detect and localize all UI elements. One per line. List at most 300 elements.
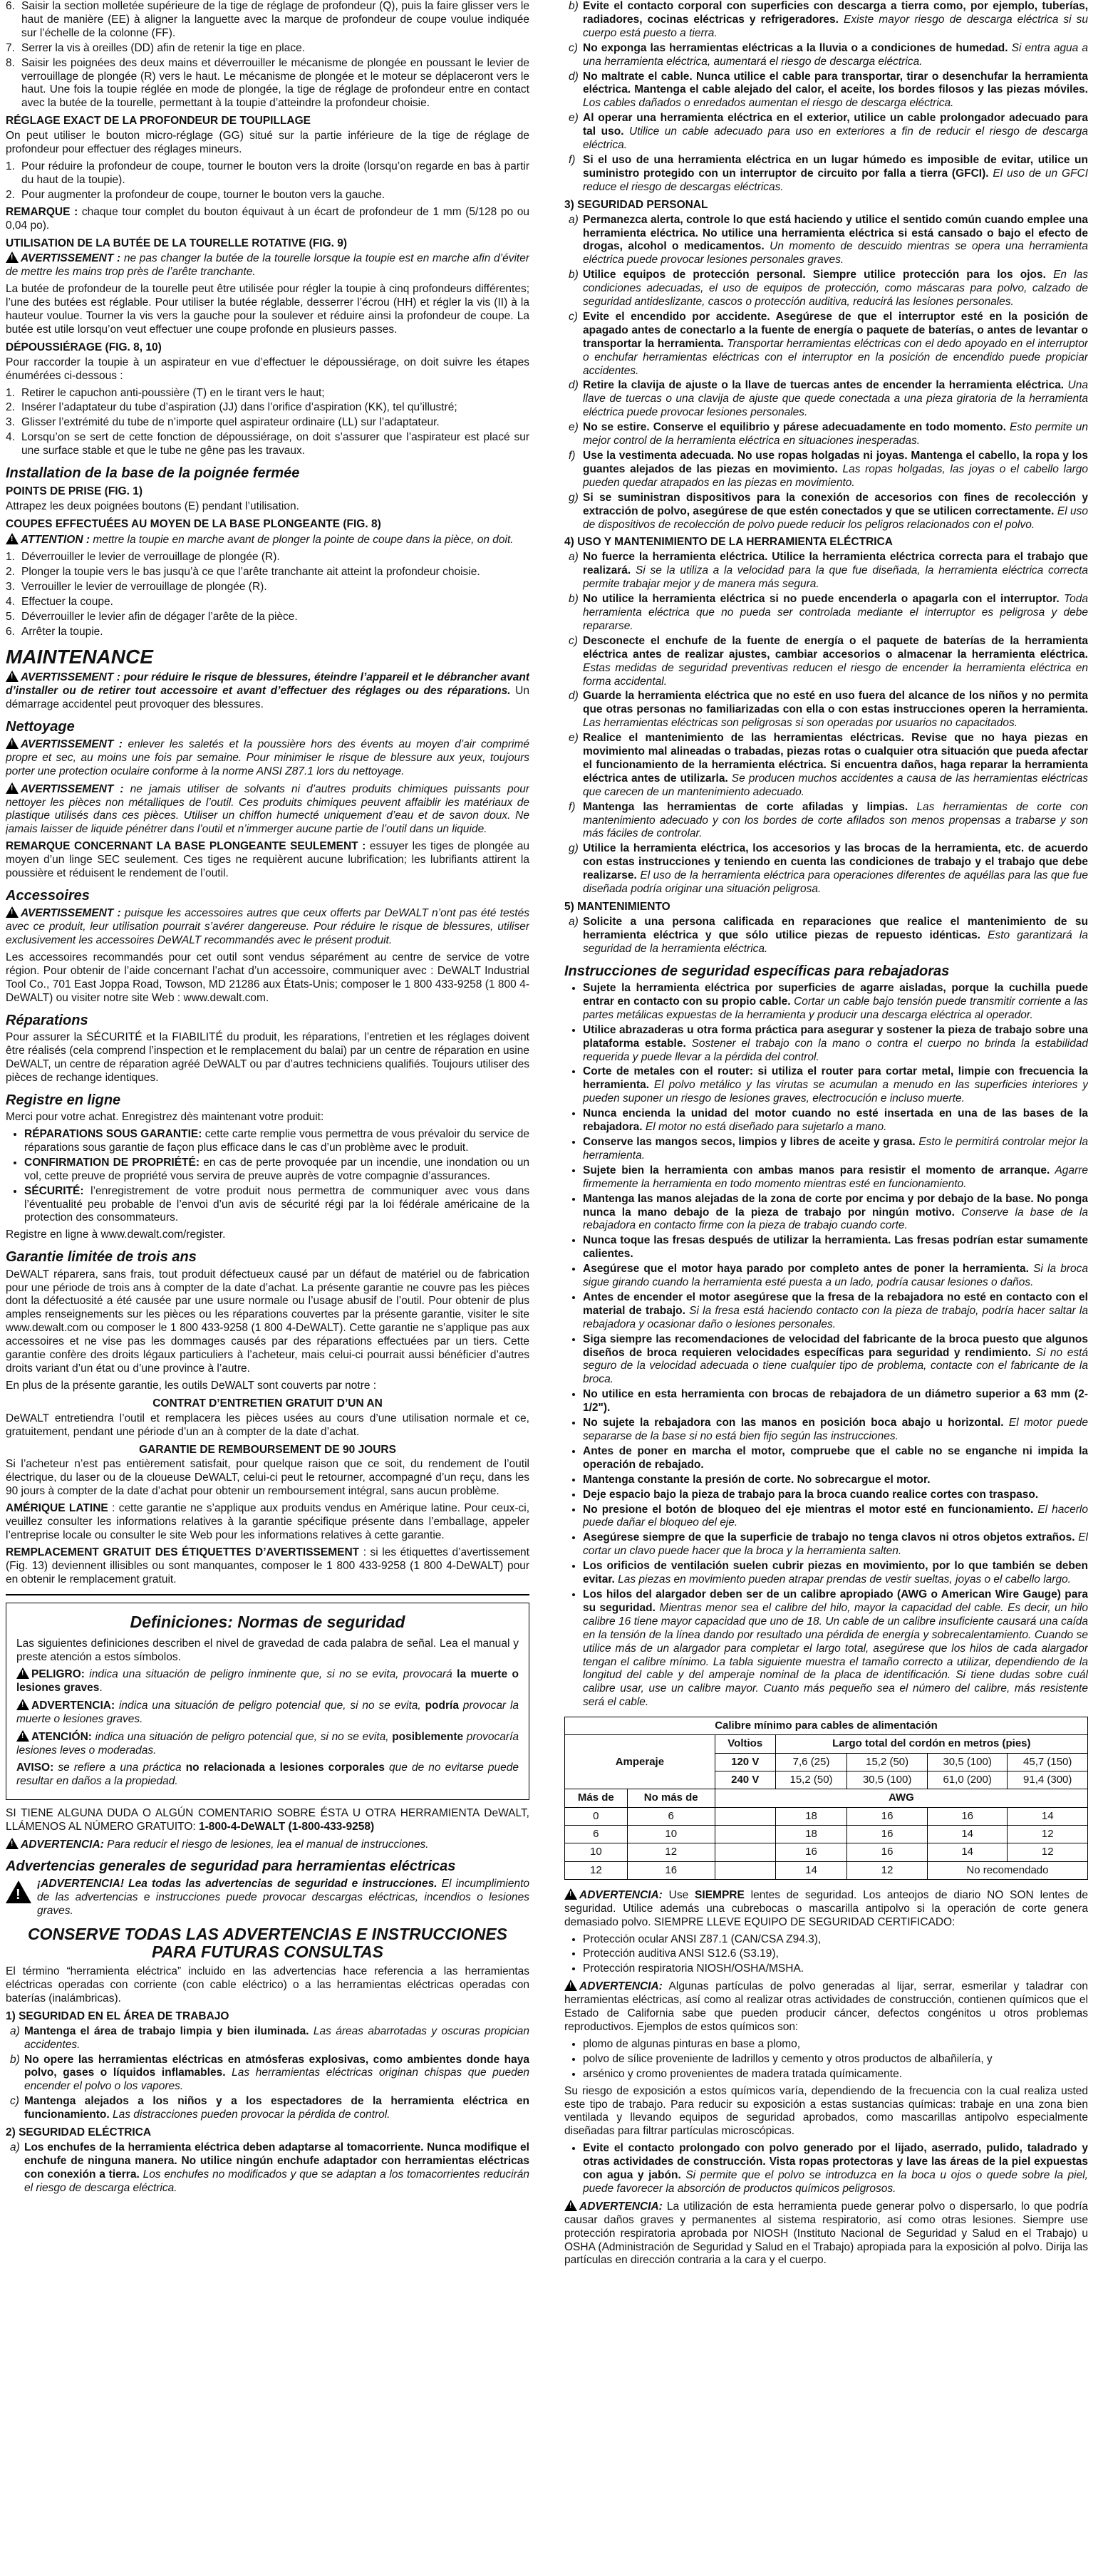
warning-label: AVERTISSEMENT :	[21, 738, 123, 750]
item-text: Si la broca sigue girando cuando la herramienta esté puesta a un lado, podría causar lesiones o daños.	[583, 1263, 1088, 1289]
table-row	[565, 1861, 1088, 1879]
item-bold: Sujete la herramienta eléctrica por superficies de agarre aisladas, porque la cuchilla puede entrar en contacto con su propio cable.	[583, 982, 1088, 1008]
item-text: El polvo metálico y las virutas se acumulan a menudo en las superficies interiores y pueden suponer un riesgo de lesiones graves, electrocución e incluso muerte.	[583, 1079, 1088, 1105]
table-cell: 14	[927, 1825, 1008, 1843]
list-item: • Protección auditiva ANSI S12.6 (S3.19),	[583, 1947, 1088, 1961]
registre-item	[24, 1128, 529, 1155]
step-text: Pour réduire la profondeur de coupe, tourner le bouton vers la droite (lorsqu’on regarde en bas à partir du haut de la toupie).	[21, 160, 529, 186]
especificas-item	[583, 1107, 1088, 1134]
especificas-item	[583, 1136, 1088, 1163]
remarque-base-label: REMARQUE CONCERNANT LA BASE PLONGEANTE SEULEMENT :	[6, 840, 366, 853]
maintenance-title: MAINTENANCE	[6, 645, 153, 668]
warning-icon	[6, 1881, 31, 1903]
step-text: Saisir les poignées des deux mains et déverrouiller le mécanisme de plongée en poussant le levier de verrouillage de plongée (R) vers le haut. Le mécanisme de plongée et le moteur se déplaceront vers le haut. Une fois la toupie réglée en mode de plongée, la tige de réglage de profondeur entre en contact avec la butée de la tourelle, permettant à la toupie d’atteindre la profondeur choisie.	[21, 56, 529, 110]
definition-tail: que de no evitarse puede resultar en daños a la propiedad.	[16, 1761, 519, 1787]
registre-item	[24, 1185, 529, 1226]
item-text: Los cables dañados o enredados aumentan el riesgo de descarga eléctrica.	[583, 97, 954, 110]
s3-item	[569, 421, 1088, 448]
item-marker: a)	[569, 213, 579, 226]
step-number: 1.	[6, 551, 15, 564]
definitions-title: Definiciones: Normas de seguridad	[130, 1612, 405, 1631]
remarque	[6, 206, 529, 233]
reparations-text: Pour assurer la SÉCURITÉ et la FIABILITÉ du produit, les réparations, l’entretien et les réglages doivent être réalisés (cela comprend l’inspection et le remplacement du balai) par un centre de réparation en usine DeWALT, un centre de réparation agréé DeWALT ou par d’autres techniciens qualifiés. Toujours utiliser des pièces de rechange identiques.	[6, 1031, 529, 1084]
item-text: Un momento de descuido mientras se opera una herramienta eléctrica puede provocar lesiones personales graves.	[583, 240, 1088, 267]
step-text: Glisser l’extrémité du tube de n’importe quel aspirateur ordinaire (LL) sur l’adaptateur.	[21, 416, 440, 429]
item-bold: No exponga las herramientas eléctricas a la lluvia o a condiciones de humedad.	[583, 41, 1008, 54]
table-cell: 45,7 (150)	[1008, 1753, 1088, 1771]
definition-text: indica una situación de peligro potencial que, si no se evita,	[115, 1700, 425, 1712]
list-item: • Protección ocular ANSI Z87.1 (CAN/CSA Z94.3),	[583, 1933, 1088, 1947]
table-cell: 14	[927, 1843, 1008, 1861]
s2-list	[6, 2141, 529, 2195]
warning-text-2: lentes de seguridad. Los anteojos de diario NO SON lentes de seguridad. Utilice además una cubrebocas o mascarilla antipolvo si la operación de corte genera demasiado polvo. SIEMPRE LLEVE EQUIPO DE SEGURIDAD CERTIFICADO:	[564, 1888, 1088, 1928]
table-cell: 12	[1008, 1825, 1088, 1843]
item-text: Si se la utiliza a la velocidad para la que fue diseñada, la herramienta eléctrica correcta permite trabajar mejor y de manera más segura.	[583, 564, 1088, 591]
advertencia-general-text	[37, 1878, 529, 1918]
s2-item	[569, 70, 1088, 111]
depous-step	[6, 416, 529, 430]
definition-label: AVISO:	[16, 1761, 54, 1774]
s4-item	[569, 593, 1088, 633]
item-text: Las áreas abarrotadas y oscuras propician accidentes.	[24, 2024, 529, 2051]
step-number: 2.	[6, 188, 15, 201]
item-marker: b)	[10, 2053, 20, 2066]
warning-label: AVERTISSEMENT :	[21, 782, 124, 795]
chemical-warning	[564, 1980, 1088, 2034]
table-cell: 30,5 (100)	[927, 1753, 1008, 1771]
warning-icon	[6, 671, 19, 682]
s2-item	[10, 2141, 529, 2195]
item-marker: b)	[569, 0, 579, 12]
s3-item	[569, 450, 1088, 490]
warning-text: ne jamais utiliser de solvants ni d’autres produits chimiques puissants pour nettoyer les pièces non métalliques de l’outil. Ces produits chimiques peuvent affaiblir les matériaux de plastique utilisés dans ces pièces. Utiliser un chiffon humecté uniquement d’eau et de savon doux. Ne jamais laisser de liquide pénétrer dans l’outil et n’immerger aucune partie de l’outil dans un liquide.	[6, 782, 529, 836]
coupes-steps	[6, 551, 529, 638]
table-cell: 12	[627, 1843, 715, 1861]
item-bold: Nunca toque las fresas después de utilizar la herramienta. Las fresas podrían estar sumamente calientes.	[583, 1234, 1088, 1261]
s3-item	[569, 379, 1088, 420]
item-marker: a)	[10, 2024, 20, 2037]
definition-tail: .	[99, 1682, 103, 1695]
item-text: Las distracciones pueden provocar la pérdida de control.	[109, 2109, 390, 2121]
item-marker: g)	[569, 842, 579, 855]
s4-item	[569, 800, 1088, 842]
definition-atencion	[16, 1730, 519, 1758]
warning-label: ADVERTENCIA:	[579, 2200, 663, 2213]
item-bold: Mantenga alejados a los niños y a los espectadores de la herramienta eléctrica en funcionamiento.	[24, 2095, 529, 2121]
chemical-list	[564, 2038, 1088, 2081]
top-steps-list	[6, 0, 529, 110]
item-marker: b)	[569, 593, 579, 606]
accessoires-title: Accessoires	[6, 887, 90, 904]
especificas-item	[583, 1024, 1088, 1065]
list-item	[583, 2142, 1088, 2196]
step-number: 1.	[6, 160, 15, 172]
s2-item	[569, 0, 1088, 41]
registre-item-text: l’enregistrement de votre produit nous permettra de communiquer avec vous dans l’éventualité peu probable de l’envoi d’un avis de sécurité régi par la loi fédérale américaine de la protection des consommateurs.	[24, 1184, 529, 1224]
item-bold: Utilice abrazaderas u otra forma práctica para asegurar y sostener la pieza de trabajo sobre una plataforma estable.	[583, 1023, 1088, 1050]
especificas-item	[583, 1263, 1088, 1290]
especificas-item	[583, 1560, 1088, 1587]
item-text: Transportar herramientas eléctricas con el dedo apoyado en el interruptor o enchufar herramientas eléctricas con el interruptor en la posición de encendido puede propiciar accidentes.	[583, 337, 1088, 377]
table-cell: 18	[775, 1825, 847, 1843]
item-text: Los enchufes no modificados y que se adaptan a los tomacorrientes reducirán el riesgo de descarga eléctrica.	[24, 2168, 529, 2194]
especificas-item	[583, 1489, 1088, 1502]
item-text: El uso de la herramienta eléctrica para operaciones diferentes de aquéllas para las que fue diseñada podría originar una situación peligrosa.	[583, 869, 1088, 896]
registre-title: Registre en ligne	[6, 1092, 121, 1108]
item-marker: c)	[10, 2095, 19, 2108]
item-marker: e)	[569, 421, 579, 434]
item-bold: Asegúrese siempre de que la superficie de trabajo no tenga clavos ni otros objetos extraños.	[583, 1531, 1075, 1544]
eye-protection-warning	[564, 1888, 1088, 1930]
item-text: Las ropas holgadas, las joyas o el cabello largo pueden quedar atrapados en las piezas en movimiento.	[583, 462, 1088, 489]
step-number: 5.	[6, 610, 15, 623]
registre-item-text: cette carte remplie vous permettra de vous prévaloir du service de réparations sous garantie de façon plus efficace dans le cas d’un problème avec le produit.	[24, 1128, 529, 1154]
registre-item-text: en cas de perte provoquée par un incendie, une inondation ou un vol, cette preuve de propriété vous servira de preuve auprès de votre compagnie d’assurances.	[24, 1156, 529, 1182]
s4-item	[569, 634, 1088, 689]
especificas-item	[583, 1531, 1088, 1558]
especificas-item	[583, 1417, 1088, 1444]
item-text: Utilice un cable adecuado para uso en exteriores a fin de reducir el riesgo de descarga eléctrica.	[583, 125, 1088, 152]
warning-bold: SIEMPRE	[695, 1888, 745, 1901]
item-bold: No se estire. Conserve el equilibrio y párese adecuadamente en todo momento.	[583, 421, 1006, 434]
depous-step	[6, 386, 529, 400]
contrat-text: DeWALT entretiendra l’outil et remplacera les pièces usées au cours d’une utilisation normale et ce, gratuitement, pendant une période d’un an à compter de la date d’achat.	[6, 1412, 529, 1438]
step-number: 6.	[6, 625, 15, 638]
garantie-text-1: DeWALT réparera, sans frais, tout produit défectueux causé par un défaut de matériel ou de fabrication pour une période de trois ans à compter de la date d’achat. La présente garantie ne couvre pas les pièces dont la défectuosité a été causée par une usure normale ou l’usage abusif de l’outil. Pour obtenir de plus amples renseignements sur les pièces ou les réparations couvertes par la présente garantie, visiter le site www.dewalt.com ou composer le 1 800 433-9258 (1 800 4-DeWALT). Cette garantie ne s’applique pas aux accessoires et ne vise pas les dommages causés par des réparations effectuées par un tiers. Cette garantie confère des droits légaux particuliers à l’acheteur, mais celui-ci pourrait aussi bénéficier d’autres droits variant d’un état ou d’une province à l’autre.	[6, 1268, 529, 1375]
especificas-item	[583, 1291, 1088, 1332]
item-marker: b)	[569, 269, 579, 281]
s3-item	[569, 213, 1088, 268]
toll-free-number: 1-800-4-DeWALT (1-800-433-9258)	[199, 1820, 375, 1833]
definition-label: ATENCIÓN:	[31, 1731, 92, 1744]
voltios-header: Voltios	[715, 1735, 775, 1753]
table-row	[565, 1807, 1088, 1825]
item-bold: Nunca encienda la unidad del motor cuando no esté insertada en una de las bases de la rebajadora.	[583, 1107, 1088, 1134]
step-text: Serrer la vis à oreilles (DD) afin de retenir la tige en place.	[21, 41, 306, 54]
table-cell: 16	[775, 1843, 847, 1861]
table-cell: 16	[927, 1807, 1008, 1825]
item-text: Las herramientas eléctricas son peligrosas si son operadas por usuarios no capacitados.	[583, 717, 1018, 730]
step-text: Insérer l’adaptateur du tube d’aspiration (JJ) dans l’orifice d’aspiration (KK), tel qu’illustré;	[21, 401, 457, 414]
especificas-item	[583, 1193, 1088, 1233]
item-bold: Desconecte el enchufe de la fuente de energía o el paquete de baterías de la herramienta eléctrica antes de realizar ajustes, cambiar accesorios o almacenar la herramienta eléctrica.	[583, 634, 1088, 661]
warning-icon	[6, 738, 19, 749]
item-text: Existe mayor riesgo de descarga eléctrica si su cuerpo está puesto a tierra.	[583, 13, 1088, 39]
especificas-item	[583, 1333, 1088, 1387]
nettoyage-warning-2	[6, 782, 529, 837]
registre-item-label: CONFIRMATION DE PROPRIÉTÉ:	[24, 1156, 200, 1169]
step-text: Pour augmenter la profondeur de coupe, tourner le bouton vers la gauche.	[21, 188, 385, 201]
read-manual-icon	[6, 1838, 19, 1849]
item-text: Esto le permitirá controlar mejor la herramienta.	[583, 1135, 1088, 1162]
step-text: Retirer le capuchon anti-poussière (T) en le tirant vers le haut;	[21, 386, 325, 399]
s4-list	[564, 551, 1088, 896]
item-bold: Asegúrese que el motor haya parado por completo antes de poner la herramienta.	[583, 1263, 1029, 1276]
item-bold: Los orificios de ventilación suelen cubrir piezas en movimiento, por lo que también se deben evitar.	[583, 1560, 1088, 1586]
table-cell: 10	[627, 1825, 715, 1843]
item-marker: d)	[569, 70, 579, 83]
butee-text: La butée de profondeur de la tourelle peut être utilisée pour régler la toupie à cinq profondeurs différentes; l’une des butées est réglable. Pour utiliser la butée réglable, desserrer l’écrou (HH) et régler la vis (II) à la hauteur voulue. Tourner la vis vers la gauche pour la soulever et réduire ainsi la profondeur de coupe. La butée est utile lorsqu’on veut effectuer une coupe profonde en plusieurs passes.	[6, 283, 529, 336]
remarque-text: chaque tour complet du bouton équivaut à un écart de profondeur de 1 mm (5/128 po ou 0,04 po).	[6, 205, 529, 232]
item-bold: Evite el encendido por accidente. Asegúrese de que el interruptor esté en la posición de apagado antes de conectarlo a la fuente de energía o paquete de baterías, o antes de levantar o transportar la herramienta.	[583, 310, 1088, 350]
item-text: Estas medidas de seguridad preventivas reducen el riesgo de encender la herramienta eléctrica en forma accidental.	[583, 661, 1088, 688]
item-bold: Solicite a una persona calificada en reparaciones que realice el mantenimiento de su herramienta eléctrica y que sólo utilice piezas de repuesto idénticas.	[583, 915, 1088, 941]
item-text: Las piezas en movimiento pueden atrapar prendas de vestir sueltas, joyas o el cabello largo.	[614, 1573, 1071, 1586]
coupes-title: COUPES EFFECTUÉES AU MOYEN DE LA BASE PLONGEANTE (FIG. 8)	[6, 518, 381, 531]
item-text: Toda herramienta eléctrica que no pueda ser controlada mediante el interruptor es peligrosa y debe repararse.	[583, 593, 1088, 632]
nettoyage-title: Nettoyage	[6, 718, 75, 735]
warning-text: La utilización de esta herramienta puede generar polvo o dispersarlo, lo que podría causar daños graves y permanentes al sistema respiratorio, así como otras lesiones. Siempre use protección respiratoria aprobada por NIOSH (Instituto Nacional de Seguridad y Salud en el Trabajo) u OSHA (Administración de Seguridad y Salud en el Trabajo) apropiada para la exposición al polvo. Dirija las partículas en dirección contraria a la cara y el cuerpo.	[564, 2200, 1088, 2267]
step-number: 1.	[6, 386, 15, 399]
s5-item	[569, 915, 1088, 956]
item-text: Las herramientas de corte con mantenimiento adecuado y con los bordes de corte afilados son menos propensas a trabarse y son más fáciles de controlar.	[583, 800, 1088, 840]
item-marker: f)	[569, 800, 576, 813]
item-bold: Deje espacio bajo la pieza de trabajo para la broca cuando realice cortes con traspaso.	[583, 1488, 1039, 1501]
chemical-list-2	[564, 2142, 1088, 2196]
advertencia-general	[6, 1878, 529, 1918]
item-bold: Siga siempre las recomendaciones de velocidad del fabricante de la broca puesto que algunos diseños de broca requieren velocidades específicas para seguridad y rendimiento.	[583, 1333, 1088, 1359]
definition-bold: posiblemente	[392, 1731, 464, 1744]
step-text: Effectuer la coupe.	[21, 595, 113, 608]
no-mas-de-header: No más de	[627, 1789, 715, 1807]
s3-title: 3) SEGURIDAD PERSONAL	[564, 198, 708, 211]
attention-text: mettre la toupie en marche avant de plonger la pointe de coupe dans la pièce, on doit.	[90, 534, 514, 547]
step-text: Lorsqu’on se sert de cette fonction de dépoussiérage, on doit s’assurer que l’aspirateur est placé sur une surface stable et que le tube ne gêne pas les travaux.	[21, 431, 529, 457]
accessoires-warning	[6, 906, 529, 948]
item-bold: Guarde la herramienta eléctrica que no esté en uso fuera del alcance de los niños y no permita que otras personas no familiarizadas con ella o con estas instrucciones operen la herramienta.	[583, 690, 1088, 716]
s3-list	[564, 214, 1088, 532]
item-bold: No utilice la herramienta eléctrica si no puede encenderla o apagarla con el interruptor.	[583, 593, 1060, 606]
table-cell: 14	[1008, 1807, 1088, 1825]
rembourse-text: Si l’acheteur n’est pas entièrement satisfait, pour quelque raison que ce soit, du rendement de l’outil électrique, du laser ou de la cloueuse DeWALT, celui-ci peut le retourner, accompagné d’un reçu, dans les 90 jours à compter de la date d’achat pour obtenir un remboursement intégral, sans aucun problème.	[6, 1458, 529, 1498]
item-bold: Mantenga el área de trabajo limpia y bien iluminada.	[24, 2024, 309, 2037]
item-text: Si no está seguro de la velocidad adecuada o tiene cualquier tipo de problema, contacte con el fabricante de la broca.	[583, 1346, 1088, 1386]
table-cell: 15,2 (50)	[775, 1771, 847, 1789]
advertencia-leer-manual	[6, 1838, 529, 1852]
coupes-step	[6, 551, 529, 564]
warning-text: Un démarrage accidentel peut provoquer des blessures.	[6, 684, 529, 710]
table-cell: 30,5 (100)	[847, 1771, 928, 1789]
item-bold: Use la vestimenta adecuada. No use ropas holgadas ni joyas. Mantenga el cabello, la ropa y los guantes alejados de las piezas en movimiento.	[583, 450, 1088, 475]
item-marker: f)	[569, 153, 576, 166]
item-text: Se producen muchos accidentes a causa de las herramientas eléctricas que carecen de un mantenimiento adecuado.	[583, 772, 1088, 798]
largo-header: Largo total del cordón en metros (pies)	[775, 1735, 1087, 1753]
table-cell: 16	[847, 1807, 928, 1825]
step-number: 4.	[6, 431, 15, 444]
step-number: 3.	[6, 580, 15, 593]
definitions-box	[6, 1603, 529, 1800]
item-marker: c)	[569, 310, 578, 323]
remplacement-label: REMPLACEMENT GRATUIT DES ÉTIQUETTES D’AVERTISSEMENT	[6, 1546, 360, 1558]
item-bold: No sujete la rebajadora con las manos en posición boca abajo u horizontal.	[583, 1417, 1004, 1429]
registre-item-label: RÉPARATIONS SOUS GARANTIE:	[24, 1128, 202, 1140]
s3-item	[569, 491, 1088, 532]
table-row	[565, 1843, 1088, 1861]
chemical-text-2: Su riesgo de exposición a estos químicos varía, dependiendo de la frecuencia con la cual realiza usted este tipo de trabajo. Para reducir su exposición a estas sustancias químicas: trabaje en una zona bien ventilada y llevando equipos de seguridad aprobados, como mascarillas antipolvo especialmente diseñadas para filtrar partículas microscópicas.	[564, 2084, 1088, 2138]
voltage-120: 120 V	[715, 1753, 775, 1771]
item-bold: Mantenga constante la presión de corte. No sobrecargue el motor.	[583, 1473, 931, 1486]
reglage-step	[6, 188, 529, 202]
list-item: • polvo de sílice proveniente de ladrillos y cemento y otros productos de albañilería, y	[583, 2053, 1088, 2067]
table-cell: 91,4 (300)	[1008, 1771, 1088, 1789]
warning-icon	[6, 533, 19, 544]
item-text: En las condiciones adecuadas, el uso de equipos de protección, como máscaras para polvo, calzado de seguridad antideslizante, cascos o protección auditiva, reducirá las lesiones personales.	[583, 269, 1088, 309]
item-text: Esto permite un mejor control de la herramienta eléctrica en situaciones inesperadas.	[583, 421, 1088, 448]
remplacement-etiquettes	[6, 1546, 529, 1587]
item-bold: Sujete bien la herramienta con ambas manos para resistir el momento de arranque.	[583, 1164, 1050, 1176]
item-text: Agarre firmemente la herramienta en todo momento mientras esté en funcionamiento.	[583, 1164, 1088, 1190]
warning-label: AVERTISSEMENT :	[21, 252, 121, 265]
warning-text: Algunas partículas de polvo generadas al lijar, serrar, esmerilar y taladrar con herramientas eléctricas, así como al realizar otras actividades de construcción, contienen químicos que el Estado de California sabe que pueden producir cáncer, defectos congénitos u otros problemas reproductivos. Ejemplos de estos químicos son:	[564, 1980, 1088, 2033]
warning-text: ne pas changer la butée de la tourelle lorsque la toupie est en marche afin d’éviter de mettre les mains trop près de l’arête tranchante.	[6, 252, 529, 279]
depous-steps	[6, 387, 529, 459]
item-text: El uso de un GFCI reduce el riesgo de descargas eléctricas.	[583, 167, 1088, 193]
item-bold: Si se suministran dispositivos para la conexión de accesorios con fines de recolección y extracción de polvo, asegúrese de que estén conectados y que se utilicen correctamente.	[583, 491, 1088, 517]
reglage-text: On peut utiliser le bouton micro-réglage (GG) situé sur la partie inférieure de la tige de réglage de profondeur pour effectuer des réglages mineurs.	[6, 130, 529, 156]
attention-label: ATTENTION :	[21, 534, 90, 547]
warning-icon	[6, 252, 19, 263]
item-bold: Utilice equipos de protección personal. Siempre utilice protección para los ojos.	[583, 269, 1046, 281]
definition-bold: la muerte o lesiones graves	[16, 1668, 519, 1695]
table-cell: 6	[565, 1825, 628, 1843]
s2-item	[569, 41, 1088, 69]
remarque-label: REMARQUE :	[6, 205, 78, 218]
item-text: Sostener el trabajo con la mano o contra el cuerpo no brinda la estabilidad requerida y puede llevar a la pérdida del control.	[583, 1037, 1088, 1063]
amerique-label: AMÉRIQUE LATINE	[6, 1502, 108, 1515]
item-text: Las herramientas eléctricas originan chispas que pueden encender el polvo o los vapores.	[24, 2067, 529, 2093]
coupes-step	[6, 566, 529, 579]
reglage-steps	[6, 160, 529, 202]
item-bold: Corte de metales con el router: si utiliza el router para cortar metal, limpie con frecuencia la herramienta.	[583, 1065, 1088, 1092]
item-bold: Antes de encender el motor asegúrese que la fresa de la rebajadora no esté en contacto con el material de trabajo.	[583, 1290, 1088, 1317]
warning-label: ADVERTENCIA:	[579, 1980, 663, 1993]
cable-table	[564, 1717, 1088, 1880]
voltage-240: 240 V	[715, 1771, 775, 1789]
right-column	[564, 0, 1088, 2572]
item-text: El uso de dispositivos de recolección de polvo puede reducir los peligros relacionados con el polvo.	[583, 505, 1088, 531]
garantie-title: Garantie limitée de trois ans	[6, 1249, 197, 1266]
warning-text: Use	[662, 1888, 695, 1901]
especificas-item	[583, 1234, 1088, 1261]
s5-title: 5) MANTENIMIENTO	[564, 901, 670, 913]
item-marker: e)	[569, 732, 579, 745]
definition-advertencia	[16, 1699, 519, 1727]
item-bold: Mantenga las herramientas de corte afiladas y limpias.	[583, 800, 908, 813]
coupes-attention	[6, 533, 529, 547]
top-step	[6, 0, 529, 41]
especificas-item	[583, 1474, 1088, 1487]
table-cell: No recomendado	[927, 1861, 1087, 1879]
item-bold: Mantenga las manos alejadas de la zona de corte por encima y por debajo de la base. No ponga nunca la mano debajo de la pieza de trabajo por ningún motivo.	[583, 1192, 1088, 1219]
s2-title: 2) SEGURIDAD ELÉCTRICA	[6, 2126, 152, 2139]
step-number: 4.	[6, 595, 15, 608]
especificas-item	[583, 1065, 1088, 1106]
warning-label: ¡ADVERTENCIA! Lea todas las advertencias de seguridad e instrucciones.	[37, 1877, 437, 1890]
depous-step	[6, 401, 529, 415]
termino-text: El término “herramienta eléctrica” incluido en las advertencias hace referencia a las herramientas eléctricas operadas con corriente (con cable eléctrico) o a las herramientas eléctricas operadas con baterías (inalámbricas).	[6, 1965, 529, 2005]
item-marker: c)	[569, 41, 578, 54]
s1-title: 1) SEGURIDAD EN EL ÁREA DE TRABAJO	[6, 2009, 229, 2022]
item-bold: Conserve las mangos secos, limpios y libres de aceite y grasa.	[583, 1135, 916, 1148]
item-text: El hacerlo puede dañar el bloqueo del eje.	[583, 1503, 1088, 1529]
respiratory-warning	[564, 2200, 1088, 2268]
s4-item	[569, 551, 1088, 591]
item-bold: Evite el contacto prolongado con polvo generado por el lijado, aserrado, pulido, taladrado y otras actividades de construcción. Vista ropas protectoras y lave las áreas de la piel expuestas con agua y jabón.	[583, 2142, 1088, 2182]
item-marker: d)	[569, 690, 579, 703]
remplacement-text: : si les étiquettes d’avertissement (Fig. 13) deviennent illisibles ou sont manquantes, composer le 1 800 433-9258 (1 800 4-DeWALT) pour en obtenir le remplacement gratuit.	[6, 1546, 529, 1586]
item-marker: g)	[569, 491, 579, 504]
warning-text: puisque les accessoires autres que ceux offerts par DeWALT n’ont pas été testés avec ce produit, leur utilisation pourrait s’avérer dangereuse. Pour réduire le risque de blessures, utiliser exclusivement les accessoires DeWALT recommandés avec le présent produit.	[6, 907, 529, 947]
item-text: Mientras menor sea el calibre del hilo, mayor la capacidad del cable. Es decir, un hilo calibre 16 tiene mayor capacidad que uno de 18. Un cable de un calibre insuficiente causará una caída en la tensión de la línea dando por resultado una pérdida de energía y sobrecalentamiento. Cuando se utilice más de un alargador para completar el largo total, asegúrese que los hilos de cada alargador tengan el calibre mínimo. La tabla siguiente muestra el tamaño correcto a utilizar, dependiendo de la longitud del cable y del amperaje nominal de la placa de identificación. Si tiene dudas sobre cuál calibre usar, use un calibre mayor. Cuanto más pequeño sea el número del calibre, más resistente será el cable.	[583, 1601, 1088, 1709]
definition-text: se refiere a una práctica	[53, 1761, 186, 1774]
item-text: El motor puede separarse de la base si no está bien fijo según las instrucciones.	[583, 1417, 1088, 1443]
list-item: • Protección respiratoria NIOSH/OSHA/MSHA.	[583, 1962, 1088, 1976]
item-text: Esto garantizará la seguridad de la herramienta eléctrica.	[583, 929, 1088, 955]
table-cell: 12	[847, 1861, 928, 1879]
definition-aviso	[16, 1762, 519, 1789]
left-column	[6, 0, 529, 2572]
item-bold: Al operar una herramienta eléctrica en el exterior, utilice un cable prolongador adecuado para tal uso.	[583, 112, 1088, 138]
registre-footer: Registre en ligne à www.dewalt.com/register.	[6, 1228, 226, 1241]
remarque-base-text: essuyer les tiges de plongée au moyen d’un linge SEC seulement. Ces tiges ne requièrent aucune lubrification; les lubrifiants attirent la poussière et réduisent le rendement de l’outil.	[6, 840, 529, 880]
warning-text: enlever les saletés et la poussière hors des évents au moyen d’air comprimé propre et sec, au moins une fois par semaine. Pour minimiser le risque de blessure aux yeux, toujours porter une protection oculaire conforme à la norme ANSI Z87.1 lors du nettoyage.	[6, 738, 529, 777]
coupes-step	[6, 595, 529, 609]
eye-protection-list	[564, 1933, 1088, 1977]
especificas-item	[583, 1388, 1088, 1415]
section-divider	[6, 1594, 529, 1595]
table-cell: 12	[565, 1861, 628, 1879]
definition-text: indica una situación de peligro inminente que, si no se evita, provocará	[84, 1668, 457, 1681]
warning-text: Para reducir el riesgo de lesiones, lea el manual de instrucciones.	[103, 1838, 429, 1851]
item-bold: No opere las herramientas eléctricas en atmósferas explosivas, como ambientes donde haya polvo, gases o líquidos inflamables.	[24, 2053, 529, 2079]
table-cell: 10	[565, 1843, 628, 1861]
amperaje-header: Amperaje	[565, 1735, 715, 1789]
contrat-title: CONTRAT D’ENTRETIEN GRATUIT D’UN AN	[152, 1397, 383, 1409]
top-step	[6, 56, 529, 111]
coupes-step	[6, 580, 529, 594]
item-bold: Utilice la herramienta eléctrica, los accesorios y las brocas de la herramienta, etc. de acuerdo con estas instrucciones y teniendo en cuenta las condiciones de trabajo y el trabajo que debe realizarse.	[583, 842, 1088, 882]
step-text: Arrêter la toupie.	[21, 625, 103, 638]
especificas-list	[564, 982, 1088, 1709]
warning-label: AVERTISSEMENT :	[21, 907, 121, 920]
especificas-item	[583, 1504, 1088, 1531]
definition-tail: provocaría lesiones leves o moderadas.	[16, 1731, 519, 1757]
item-text: Conserve la base de la rebajadora en contacto firme con la pieza de trabajo cuando corte.	[583, 1206, 1088, 1232]
table-cell: 12	[1008, 1843, 1088, 1861]
reglage-step	[6, 160, 529, 187]
step-text: Déverrouiller le levier de verrouillage de plongée (R).	[21, 551, 280, 564]
caution-icon	[16, 1730, 29, 1742]
item-text: Cortar un cable bajo tensión puede transmitir corriente a las partes metálicas expuestas de la herramienta y producir una descarga eléctrica al operador.	[583, 995, 1088, 1021]
conserve-title: CONSERVE TODAS LAS ADVERTENCIAS E INSTRUCCIONES PARA FUTURAS CONSULTAS	[27, 1924, 508, 1961]
si-tiene-duda	[6, 1807, 529, 1834]
item-marker: f)	[569, 450, 576, 462]
coupes-step	[6, 625, 529, 639]
item-bold: Los hilos del alargador deben ser de un calibre apropiado (AWG o American Wire Gauge) para su seguridad.	[583, 1588, 1088, 1614]
item-bold: Realice el mantenimiento de las herramientas eléctricas. Revise que no haya piezas en movimiento mal alineadas o trabadas, piezas rotas o cualquier otra situación que pueda afectar el funcionamiento de la herramienta eléctrica. Si encuentra daños, haga reparar la herramienta eléctrica antes de utilizarla.	[583, 732, 1088, 785]
s4-title: 4) USO Y MANTENIMIENTO DE LA HERRAMIENTA ELÉCTRICA	[564, 536, 894, 549]
rembourse-title: GARANTIE DE REMBOURSEMENT DE 90 JOURS	[139, 1443, 396, 1456]
butee-title: UTILISATION DE LA BUTÉE DE LA TOURELLE ROTATIVE (FIG. 9)	[6, 237, 348, 249]
item-bold: No presione el botón de bloqueo del eje mientras el motor esté en funcionamiento.	[583, 1503, 1034, 1516]
item-bold: Retire la clavija de ajuste o la llave de tuercas antes de encender la herramienta eléctrica.	[583, 379, 1065, 392]
warning-icon	[16, 1699, 29, 1710]
warning-icon	[564, 1888, 577, 1900]
top-step	[6, 41, 529, 56]
definition-bold: no relacionada a lesiones corporales	[185, 1761, 385, 1774]
item-bold: Antes de poner en marcha el motor, compruebe que el cable no se enganche ni impida la operación de rebajado.	[583, 1444, 1088, 1471]
step-text: Déverrouiller le levier afin de dégager l’arête de la pièce.	[21, 610, 298, 623]
